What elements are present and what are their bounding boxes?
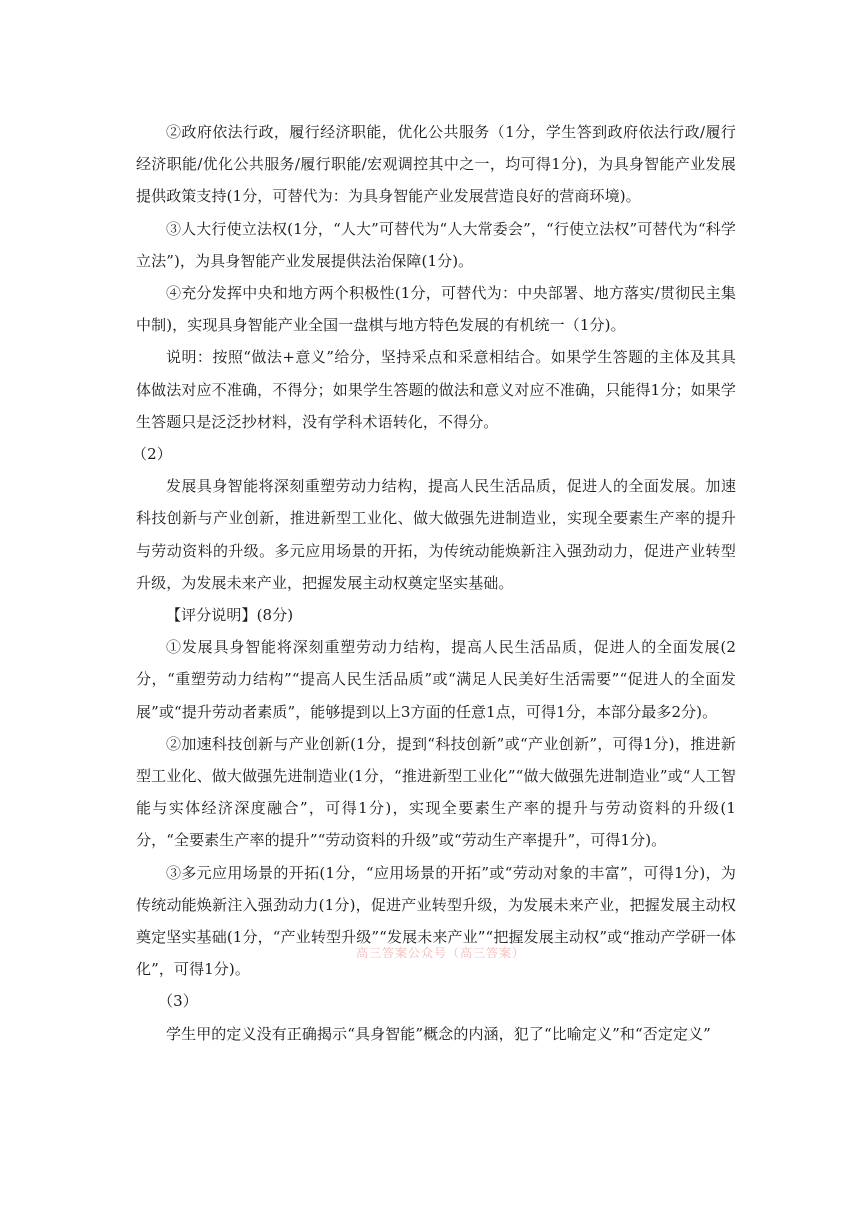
paragraph-question-2-answer: 发展具身智能将深刻重塑劳动力结构，提高人民生活品质，促进人的全面发展。加速科技创新与产业创新，推进新型工业化、做大做强先进制造业，实现全要素生产率的提升与劳动资料的升级。多元应用场景的开拓，为传统动能焕新注入强劲动力，促进产业转型升级，为发展未来产业，把握发展主动权奠定坚实基础。 [136, 477, 736, 592]
paragraph-government-answer: ②政府依法行政，履行经济职能，优化公共服务（1分，学生答到政府依法行政/履行经济职能/优化公共服务/履行职能/宏观调控其中之一，均可得1分)，为具身智能产业发展提供政策支持(1分，可替代为：为具身智能产业发展营造良好的营商环境)。 [136, 123, 736, 206]
paragraph-scoring-point-2: ②加速科技创新与产业创新(1分，提到“科技创新”或“产业创新”，可得1分)，推进新型工业化、做大做强先进制造业(1分，“推进新型工业化”“做大做强先进制造业”或“人工智能与实体经济深度融合”，可得1分)，实现全要素生产率的提升与劳动资料的升级(1分，“全要素生产率的提升”“劳动资料的升级”或“劳动生产率提升”，可得1分)。 [136, 734, 736, 850]
scoring-heading: 【评分说明】(8分) [166, 606, 294, 625]
paragraph-scoring-point-1: ①发展具身智能将深刻重塑劳动力结构，提高人民生活品质，促进人的全面发展(2分，“重塑劳动力结构”“提高人民生活品质”或“满足人民美好生活需要”“促进人的全面发展”或“提升劳动者素质”，能够提到以上3方面的任意1点，可得1分，本部分最多2分)。 [136, 638, 736, 721]
paragraph-npc-answer: ③人大行使立法权(1分，“人大”可替代为“人大常委会”，“行使立法权”可替代为“科学立法”)，为具身智能产业发展提供法治保障(1分)。 [136, 219, 736, 270]
paragraph-central-local-answer: ④充分发挥中央和地方两个积极性(1分，可替代为：中央部署、地方落实/贯彻民主集中制)，实现具身智能产业全国一盘棋与地方特色发展的有机统一（1分)。 [136, 284, 736, 335]
paragraph-scoring-note: 说明：按照“做法+意义”给分，坚持采点和采意相结合。如果学生答题的主体及其具体做法对应不准确，不得分；如果学生答题的做法和意义对应不准确，只能得1分；如果学生答题只是泛泛抄材料，没有学科术语转化，不得分。 [136, 348, 736, 431]
paragraph-scoring-point-3: ③多元应用场景的开拓(1分，“应用场景的开拓”或“劳动对象的丰富”，可得1分)，为传统动能焕新注入强劲动力(1分)，促进产业转型升级，为发展未来产业，把握发展主动权奠定坚实基础(1分，“产业转型升级”“发展未来产业”“把握发展主动权”或“推动产学研一体化”，可得1分)。 [136, 863, 736, 979]
document-page [132, 116, 736, 1050]
question-2-label: （2） [132, 445, 172, 464]
question-3-label: （3） [158, 992, 198, 1011]
paragraph-question-3-answer: 学生甲的定义没有正确揭示“具身智能”概念的内涵，犯了“比喻定义”和“否定定义” [166, 1024, 711, 1043]
watermark-text: 高三答案公众号（高三答案） [356, 946, 526, 960]
